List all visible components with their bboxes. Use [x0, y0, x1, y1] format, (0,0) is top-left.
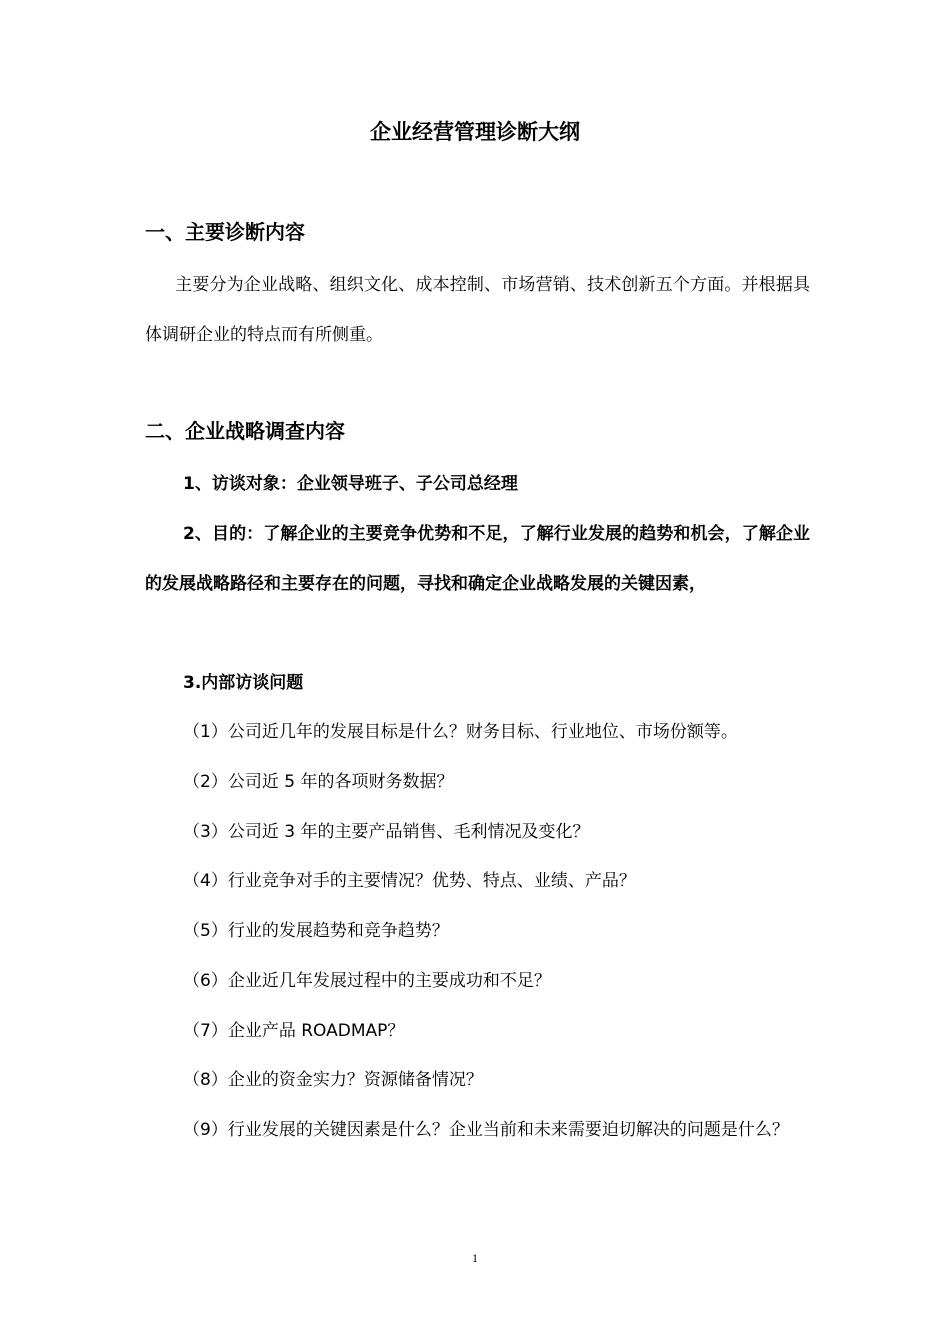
question-4	[145, 857, 810, 907]
section-1-paragraph	[145, 261, 810, 360]
section-1-paragraph-text: 主要分为企业战略、组织文化、成本控制、市场营销、技术创新五个方面。并根据具体调研企业的特点而有所侧重。	[145, 275, 810, 345]
section-2-item-3	[145, 659, 810, 709]
question-6	[145, 957, 810, 1007]
question-7-text: （7）企业产品 ROADMAP？	[183, 1021, 405, 1041]
question-1-text: （1）公司近几年的发展目标是什么？财务目标、行业地位、市场份额等。	[183, 722, 738, 742]
section-2-heading: 二、企业战略调查内容	[145, 419, 345, 443]
question-3-text: （3）公司近 3 年的主要产品销售、毛利情况及变化？	[183, 822, 590, 842]
section-1-heading: 一、主要诊断内容	[145, 220, 305, 244]
question-7	[145, 1007, 810, 1057]
question-9-text: （9）行业发展的关键因素是什么？企业当前和未来需要迫切解决的问题是什么？	[183, 1120, 789, 1140]
question-3	[145, 808, 810, 858]
item-1-text: 1、访谈对象：企业领导班子、子公司总经理	[183, 474, 518, 494]
question-2-text: （2）公司近 5 年的各项财务数据？	[183, 772, 454, 792]
question-2	[145, 758, 810, 808]
page-number: 1	[472, 1251, 478, 1265]
question-1	[145, 708, 810, 758]
question-6-text: （6）企业近几年发展过程中的主要成功和不足？	[183, 971, 551, 991]
question-8	[145, 1056, 810, 1106]
item-3-text: 3.内部访谈问题	[183, 673, 304, 693]
question-4-text: （4）行业竞争对手的主要情况？优势、特点、业绩、产品？	[183, 871, 636, 891]
section-2-item-1	[145, 460, 810, 510]
section-2-item-2	[145, 510, 810, 609]
question-5	[145, 907, 810, 957]
document-title: 企业经营管理诊断大纲	[370, 120, 580, 144]
question-5-text: （5）行业的发展趋势和竞争趋势？	[183, 921, 449, 941]
question-8-text: （8）企业的资金实力？资源储备情况？	[183, 1070, 483, 1090]
item-2-text: 2、目的：了解企业的主要竞争优势和不足，了解行业发展的趋势和机会，了解企业的发展战略路径和主要存在的问题，寻找和确定企业战略发展的关键因素，	[145, 524, 810, 594]
question-9	[145, 1106, 810, 1156]
